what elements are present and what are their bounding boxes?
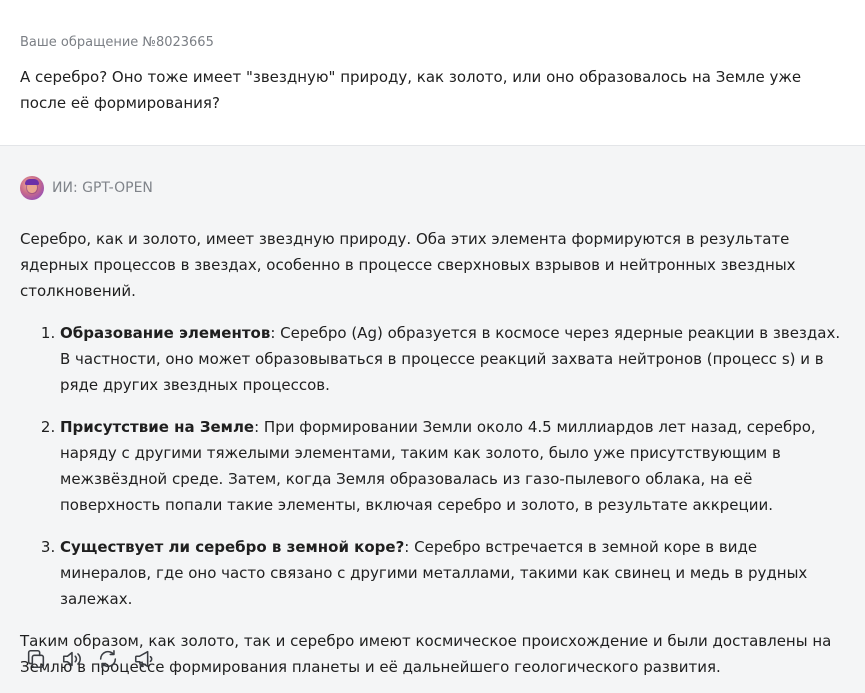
refresh-icon	[97, 648, 119, 670]
ai-model-label: ИИ: GPT-OPEN	[52, 180, 153, 196]
list-item-text: : При формировании Земли около 4.5 миллиардов лет назад, серебро, наряду с другими тяжелыми элементами, таким как золото, было уже присутствующим в межзвёздной среде. Затем, когда Земля образовалась из газо-пылевого облака, на её поверхность попали такие элементы, включая серебро и золото, в результате аккреции.	[60, 418, 816, 514]
list-item-title: Образование элементов	[60, 324, 271, 342]
speaker-icon	[61, 648, 83, 670]
ai-answer-block	[0, 147, 865, 693]
ai-answer-text	[20, 226, 842, 680]
list-item	[60, 414, 842, 518]
report-button[interactable]	[132, 647, 156, 671]
answer-actions	[24, 647, 156, 671]
answer-list	[20, 320, 842, 612]
copy-button[interactable]	[24, 647, 48, 671]
user-question-block	[0, 0, 865, 146]
list-item-text: : Серебро встречается в земной коре в виде минералов, где оно часто связано с другими металлами, такими как свинец и медь в рудных залежах.	[60, 538, 808, 608]
answer-conclusion: Таким образом, как золото, так и серебро имеют космическое происхождение и были доставлены на Землю в процессе формирования планеты и её дальнейшего геологического развития.	[20, 632, 832, 676]
list-item-text: : Серебро (Ag) образуется в космосе через ядерные реакции в звездах. В частности, оно может образовываться в процессе реакций захвата нейтронов (процесс s) и в ряде других звездных процессов.	[60, 324, 841, 394]
user-question-text: А серебро? Оно тоже имеет "звездную" природу, как золото, или оно образовалось на Земле уже после её формирования?	[20, 68, 802, 112]
regenerate-button[interactable]	[96, 647, 120, 671]
megaphone-icon	[133, 648, 155, 670]
list-item	[60, 320, 842, 398]
answer-intro: Серебро, как и золото, имеет звездную природу. Оба этих элемента формируются в результате ядерных процессов в звездах, особенно в процессе сверхновых взрывов и нейтронных звездных столкновений.	[20, 230, 796, 300]
ai-avatar	[20, 176, 44, 200]
list-item-title: Присутствие на Земле	[60, 418, 255, 436]
ticket-number-label: Ваше обращение №8023665	[20, 35, 214, 50]
copy-icon	[25, 648, 47, 670]
ai-header	[20, 176, 153, 200]
read-aloud-button[interactable]	[60, 647, 84, 671]
list-item	[60, 534, 842, 612]
list-item-title: Существует ли серебро в земной коре?	[60, 538, 405, 556]
